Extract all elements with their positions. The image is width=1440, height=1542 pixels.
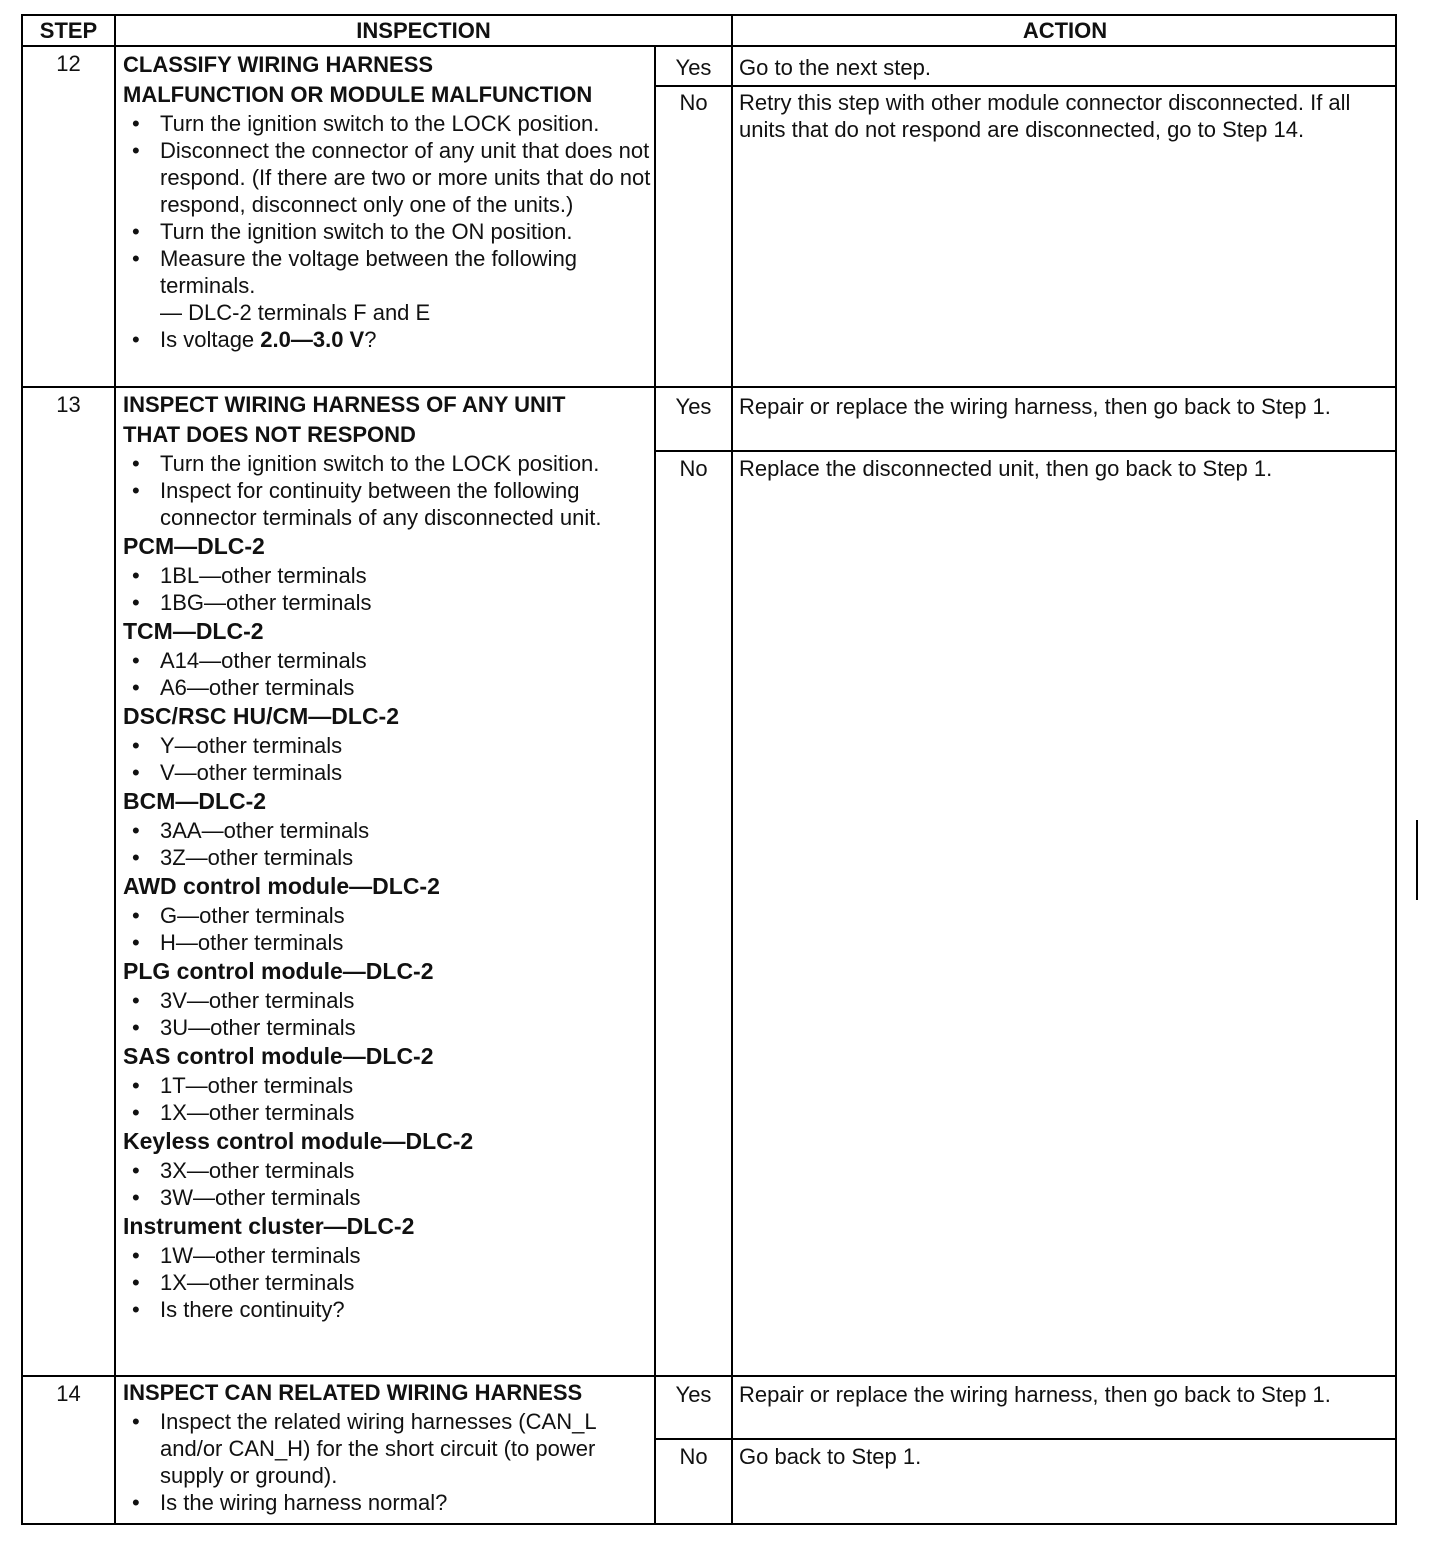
module-group-title: PLG control module—DLC-2 [123, 958, 434, 984]
step14-inspection [123, 1378, 651, 1516]
no-action: Retry this step with other module connector disconnected. If all units that do not respond are disconnected, go to Step 14. [739, 90, 1351, 142]
header-step: STEP [39, 18, 98, 43]
module-group-title: Keyless control module—DLC-2 [123, 1128, 474, 1154]
terminal-item: • 1W—other terminals [123, 1242, 651, 1269]
terminal-item: • V—other terminals [123, 759, 651, 786]
terminal-item: • 3V—other terminals [123, 987, 651, 1014]
terminal-list [123, 902, 651, 956]
revision-bar [1416, 820, 1418, 900]
terminal-item: • 3Z—other terminals [123, 844, 651, 871]
terminal-list [123, 647, 651, 701]
step-title: CLASSIFY WIRING HARNESS [123, 52, 434, 77]
step13-inspection [123, 390, 651, 1323]
terminal-item: • G—other terminals [123, 902, 651, 929]
step-number: 14 [56, 1381, 81, 1406]
module-group-title: DSC/RSC HU/CM—DLC-2 [123, 703, 399, 729]
terminal-item: • 3AA—other terminals [123, 817, 651, 844]
terminal-item: • A6—other terminals [123, 674, 651, 701]
yes-label: Yes [675, 55, 712, 80]
bullet-item: • Is the wiring harness normal? [123, 1489, 651, 1516]
terminal-list [123, 817, 651, 871]
step-number: 12 [56, 51, 81, 76]
header-inspection: INSPECTION [356, 18, 491, 43]
step-title: INSPECT CAN RELATED WIRING HARNESS [123, 1380, 583, 1405]
step13-divider [23, 1375, 1395, 1377]
terminal-item: • 1T—other terminals [123, 1072, 651, 1099]
header-action: ACTION [1022, 18, 1108, 43]
yes-label: Yes [675, 1382, 712, 1407]
step12-divider [23, 386, 1395, 388]
module-group-title: AWD control module—DLC-2 [123, 873, 440, 899]
bullet-list [123, 110, 651, 299]
bullet-list [123, 1408, 651, 1516]
terminal-item: • 1X—other terminals [123, 1099, 651, 1126]
terminal-item: • 1BL—other terminals [123, 562, 651, 589]
col-divider-action [731, 16, 733, 1523]
terminal-list [123, 1242, 651, 1323]
step-title: MALFUNCTION OR MODULE MALFUNCTION [123, 82, 593, 107]
yes-action: Repair or replace the wiring harness, then go back to Step 1. [739, 394, 1331, 419]
no-action: Replace the disconnected unit, then go back to Step 1. [739, 456, 1273, 481]
bullet-item: • Disconnect the connector of any unit that does not respond. (If there are two or more units that do not respond, disconnect only one of the units.) [123, 137, 651, 218]
no-label: No [679, 90, 708, 115]
bullet-question [123, 326, 651, 353]
yes-action: Go to the next step. [739, 55, 932, 80]
step12-inspection [123, 50, 651, 353]
bullet-item: • Measure the voltage between the following terminals. [123, 245, 651, 299]
bullet-question: • Is there continuity? [123, 1296, 651, 1323]
terminal-item: • 3W—other terminals [123, 1184, 651, 1211]
no-label: No [679, 1444, 708, 1469]
yes-action: Repair or replace the wiring harness, then go back to Step 1. [739, 1382, 1331, 1407]
terminal-item: • Y—other terminals [123, 732, 651, 759]
bullet-list [123, 326, 651, 353]
bullet-item: • Turn the ignition switch to the LOCK position. [123, 110, 651, 137]
bullet-item: • Turn the ignition switch to the LOCK position. [123, 450, 651, 477]
step-number: 13 [56, 392, 81, 417]
module-group-title: TCM—DLC-2 [123, 618, 264, 644]
terminal-list [123, 1072, 651, 1126]
question-prefix: Is voltage [160, 327, 261, 352]
terminal-item: • 1BG—other terminals [123, 589, 651, 616]
module-group-title: SAS control module—DLC-2 [123, 1043, 434, 1069]
col-divider-step [114, 16, 116, 1523]
terminal-item: • 3U—other terminals [123, 1014, 651, 1041]
step-title: INSPECT WIRING HARNESS OF ANY UNIT [123, 392, 566, 417]
step13-yesno-divider [654, 450, 1395, 452]
step12-yesno-divider [654, 85, 1395, 87]
col-divider-inspection [654, 47, 656, 1523]
yes-label: Yes [675, 394, 712, 419]
bullet-item: • Turn the ignition switch to the ON position. [123, 218, 651, 245]
bullet-list [123, 450, 651, 531]
no-label: No [679, 456, 708, 481]
step14-yesno-divider [654, 1438, 1395, 1440]
bullet-item: • Inspect for continuity between the following connector terminals of any disconnected unit. [123, 477, 651, 531]
troubleshooting-table [21, 14, 1397, 1525]
bullet-item: • Inspect the related wiring harnesses (CAN_L and/or CAN_H) for the short circuit (to power supply or ground). [123, 1408, 651, 1489]
dash-item: — DLC-2 terminals F and E [160, 300, 431, 325]
terminal-item: • 1X—other terminals [123, 1269, 651, 1296]
module-group-title: PCM—DLC-2 [123, 533, 265, 559]
question-suffix: ? [364, 327, 377, 352]
module-group-title: Instrument cluster—DLC-2 [123, 1213, 415, 1239]
terminal-item: • 3X—other terminals [123, 1157, 651, 1184]
step-title: THAT DOES NOT RESPOND [123, 422, 416, 447]
module-group-title: BCM—DLC-2 [123, 788, 267, 814]
terminal-list [123, 732, 651, 786]
terminal-item: • H—other terminals [123, 929, 651, 956]
no-action: Go back to Step 1. [739, 1444, 922, 1469]
terminal-list [123, 1157, 651, 1211]
terminal-item: • A14—other terminals [123, 647, 651, 674]
voltage-range: 2.0—3.0 V [260, 327, 365, 352]
terminal-list [123, 562, 651, 616]
terminal-list [123, 987, 651, 1041]
header-divider [23, 45, 1395, 47]
